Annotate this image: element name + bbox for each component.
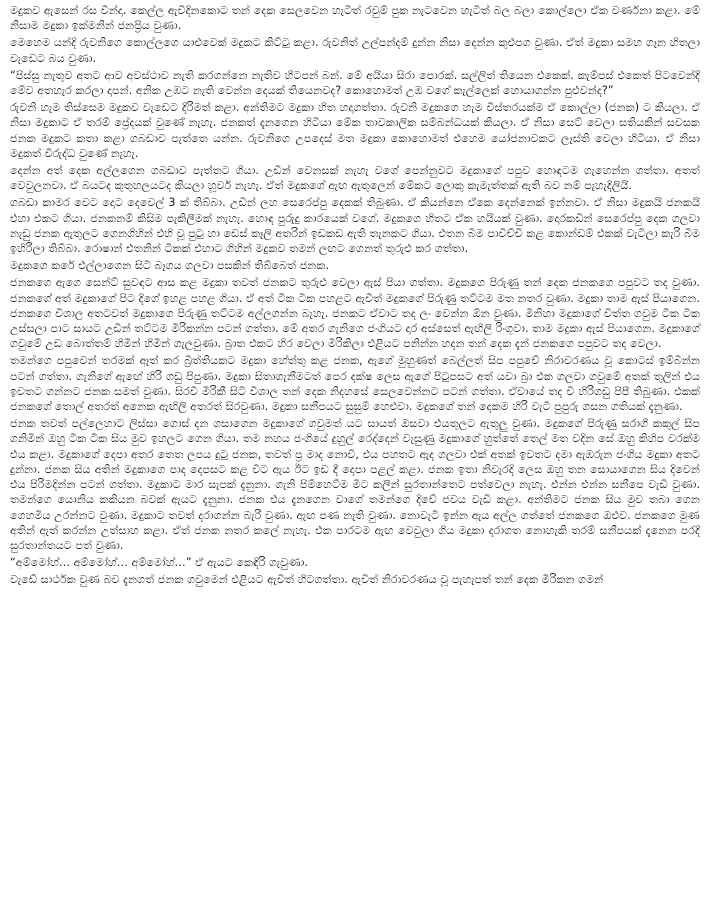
paragraph-12: වැඩේ සාර්ථක වුණ බව දැනගත් ජනක ගවුමෙන් එළියට ඇවිත් හිටගත්තා. ඇවිත් නිරාවරණය වූ පැහැපත් තන් දෙක මිරිකන ගමන්	[10, 573, 604, 587]
paragraph-8: ජනකගෙ ඇගෙ සෙන්ට් සුවඳට ආස කළ මදුකා තවත් ජනකට තුරුළු වෙලා ඇස් පියා ගත්තා. මදුකගෙ පිරුණු තන් දෙක ජනකගෙ පපුවට තද වුණා. ජනකගේ අත් මදුකාගේ පිට දිගේ ඉහළ පහළ ගියා. ඒ අත් ටික ටික පහළට ඇවිත් මදුකගේ පිරුණු තට්ටම මත නතර වුණා. මදුකා තාම ඇස් පියාගෙන. ජනකගෙ විශාල අතටවත් මදුකාගෙ පිරුණු තට්ටම අල්ලගන්න බැහැ. ජනකට ඒවාට තද ලං වෙන්න ඕන වුණා. මිනිහා මදුකාගේ වීත්ත ගවුම ටික ටික උස්සලා පාට සායට උඩින් තට්ටම මිරිකන්න පටන් ගත්තා. මේ අතර ගැනිගෙ ජංගියට දාර අස්සෙත් ඇඟිලි රිංගුවා. තාම මදුකා ඇස් පියාගෙන. මදුකාගේ ගවුමේ උඩ බොත්තම් හිමින් හිමින් ගැලවුණා. බ්‍රාත එකට හිර වෙලා මිරිකිලා එළියට පනින්න හදන තන් දෙක දැන් ජනකගෙ පපුවට තද වෙලා.	[10, 276, 700, 351]
paragraph-5: දෙන්න අත් දෙක අල්ලගෙන ගබඩාව පැත්තට ගියා. උඩින් වෙනසක් නැහැ වගේ පෙන්නුවට මදුකාගේ පපුව හොඳටම ගැහෙන්න ගත්තා. අතත් වෙවුලනවා. ඒ බයටද කුතුහලයටද කියලා හූවර් නැහැ. ඒත් මදුකගේ ඇඟ ඇතුලෙන් මේකට ලොකු කැමැත්තක් ඇති බව නම් පැහැදිලියි.	[10, 164, 700, 193]
paragraph-9: තමන්ගෙ පපුවෙන් තරමක් ඈත් කර බ්‍රිත්තියකට මදුකා හේත්තු කළ ජනක, ඇගේ මුහුණත් බෙල්ලත් සිප පපුවේ නිරාවරණය වූ කොටස් ඉම්බින්න පටන් ගත්තා. ගැනිගේ ඇඟේ හිරි ගඩු පිපුණා. මදුකා සිතාගැනීමටත් පෙර දක්ෂ ලෙස ඇගේ පිටුපසට අත් යවා බ්‍රා එක ගලවා ගවුමේ අතක් තුලින් එය ඉවතට ගන්නට ජනක සමත් වුණා. සිරවී මිරිකී සිටි විශාල තන් දෙක නිදහසේ සෙලවෙන්නට පටන් ගත්තා. ඒවායේ තද වී හිරිගඩු පිපී තිබුණා. එකක් ජනකගේ තොල් අතරත් අනෙක ඇඟිලි අතරත් සිරවුණා. මදුකා සනීපයට සුසුම් හෙළුවා. මදුකගේ තන් දෙකම හිරි වැටී පුපුරු ගසන ගතියක් දැනුණා.	[10, 354, 700, 414]
paragraph-4: රුවනි හැම තිස්සෙම මදුකව වැඩෙට දිරිමත් කළා. අන්තිමට මදුකා හිත හදාගත්තා. රුවනි මදුකගෙ හැම විස්තරයක්ම ඒ කොල්ලා (ජනක) ට කියලා. ඒ නිසා මදුකාට ඒ තරම් ප්‍රේදයක් වුණේ නැහැ. ජනකත් දැනගෙන හිටියා මේක තාවකාලික සම්බන්ධයක් කියලා. ඒ නිසා සෙට් වෙලා සතියකින් සවසක ජනක මදුකට කතා කළා ගබඩාව පැත්තෙ යන්න. රුවනිගෙ උපදෙස් මත මදුකා කොහොමත් එහෙම යෝජනාවකට ලෑස්ති වෙලා හිටියා. ඒ නිසා මදුකත් විරුද්ධ වුණේ නැහැ.	[10, 101, 700, 160]
paragraph-1: මදුකව ඇසෙන් රස වින්දා. කෙල්ල ඇවිදිනකොට තන් දෙක සෙලවෙන හැටිත් රවුම් පුක නැටවෙන හැටිත් බල බලා කොල්ලො ඒක වර්ණනා කළා. මේ නිසාම මදුකා ඉක්මනින් ජනප්‍රිය වුණා.	[10, 4, 700, 33]
paragraph-7: මදුකගෙ කරේ එල්ලාගෙන සිටි බෑගය ගලවා පසකින් තිබ්බෙත් ජනක.	[10, 259, 330, 273]
paragraph-3: “පිස්සු නැතුව අතට ආව අවස්ථාව නැති කරගන්නෙ නැතිව හිටපන් බන්. මේ අයියා සිරා පොරක්. සල්ලිත් තියෙන එකෙක්. කැම්පස් එකෙත් පිටවෙන්දි මේව අතහැර කරලා දාපන්. අනික උඹට නැති වෙන්න දෙයක් තියෙනවද? කොහොමත් උඹ වගේ කැල්ලෙක් හොයාගන්න පුළුවන්ද?”	[10, 68, 700, 98]
paragraph-10: ජනක තවත් පල්ලෙහාට ලිස්සා ගොස් දන ගසාගෙන මදුකාගේ ගවුමත් යට සායත් ඔසවා එයතුලට ඇතුලු වුණා. මදුකගේ පිරුණු සරාගී කකුල් සිප ගනිමින් ඔහු ටික ටික සිය මුව ඉහලට ගෙන ගියා. තම නහය ජංගියේ දුහුල් රෙද්දෙන් වැසුණු මදුකාගේ හුත්තේ තෙල් මත වදින සේ ඔහු කිහිප වරක්ම එය කළා. මදුකාගේ දෙපා අතර තෙත ලපය දුටු ජනක, තවත් ප්‍ර මාද නොවී, එය පහතට ඇද ගලවා එක් අතක් ඉවතට දමා ඇඹරුන ජංගිය මදුකා අතට දුන්නා. ජනක සිය අතින් මදුකාගෙ පාද දෙපසට කළ විට ඇය ඊට ඉඩ දී දෙපා පළල් කළා. ජනක ඉතා නිවැරදි ලෙස ඔහු තන සොයාගෙන සිය දිවෙන් එය පිරිමදින්න පටන් ගත්තා. මදුකාට මාර සැපක් දැනුනා. ගැනි පිම්හෙට්ම මීට කලින් සුරතාන්තෙට පත්වෙලා නැහැ. එන්න එන්න සනීපෙ වැඩි වුණා. තමන්ගෙ යොනිය කකියන බවක් ඇයට දැනුනා. ජනක එය දැනගෙන වාගේ තමන්ගෙ දිවේ ජවය වැඩි කළා. අන්තිමට ජනක සිය මුව තබා ගෙන ගෙහමිය උරන්නට වුණා. මදුකාට තවත් දරාගන්න බැරි වුණා. ඇඟ පණ නැති වුණා. නොවැටී ඉන්න ඇය අල්ල ගත්තේ ජනකගෙ ඔළුව. ජනකගෙ මුණ අතින් ඇත් කරන්න උත්සාහ කළා. ඒත් ජනක නතර කලේ නැහැ. එක පාරටම ඇඟ වෙවුලා ගිය මදුකා දරාගත නොහැකි තරම් සනීපයක් දැනෙන පරදි සුරතාන්තයට පත් වුණා.	[10, 417, 700, 552]
paragraph-11: “අම්මෝහ්… අම්මෝහ්… අම්මෝහ්…” ඒ ඇයට කෙඳිරි ගැවුණා.	[10, 556, 309, 570]
paragraph-2: මෙහෙම යන්දි රුවනිගෙ කොල්ලගෙ යාළුවෙක් මදුකට කිට්ටු කළා. රුවනිත් උල්පන්දම් දුන්න නිසා දෙන්න කුළුපග වුණා. ඒත් මදුකා සමහ ගෑන හිතලා වැඩෙට බය වුණා.	[10, 36, 700, 65]
paragraph-6: ගබඩා කාමර වෙට දොට දෙවෙල් 3 ක් තිබ්බා. උඩින් ලහ සෙරෙප්පු දෙකක් තිබුණා. ඒ කියන්නෙ ඒකෙ දෙන්නෙක් ඉන්නවා. ඒ නිසා මදුකයි ජනකයි එහා එකට ගියා. ජනකනම් කිසිම පැකිලීමක් නැහැ. හොඳ පුරුදු කාරයෙක් වගේ. මදුකගෙ හිතට ඒක හයියක් වුණා. දොරකඩින් සෙරෙප්පු දෙක ගලවා නැඩු ජනක ඇතුලට ගෙනගිහින් එහි වූ පුටු හා ඩෙස් කෑලි අතරින් ඉඩකඩ ඇති තැනකට ගියා. එතන බිම පාවිච්චි කළ කොන්ඩම් එකක් වැටිලා කැරි බිම ඉහිරිලා තිබ්බා. රොෂාන් එතනින් ටිකක් එහාට ගිහින් මදුකව තමන් ලඟට ගෙනත් තුරුළු කර ගත්තා.	[10, 196, 701, 256]
